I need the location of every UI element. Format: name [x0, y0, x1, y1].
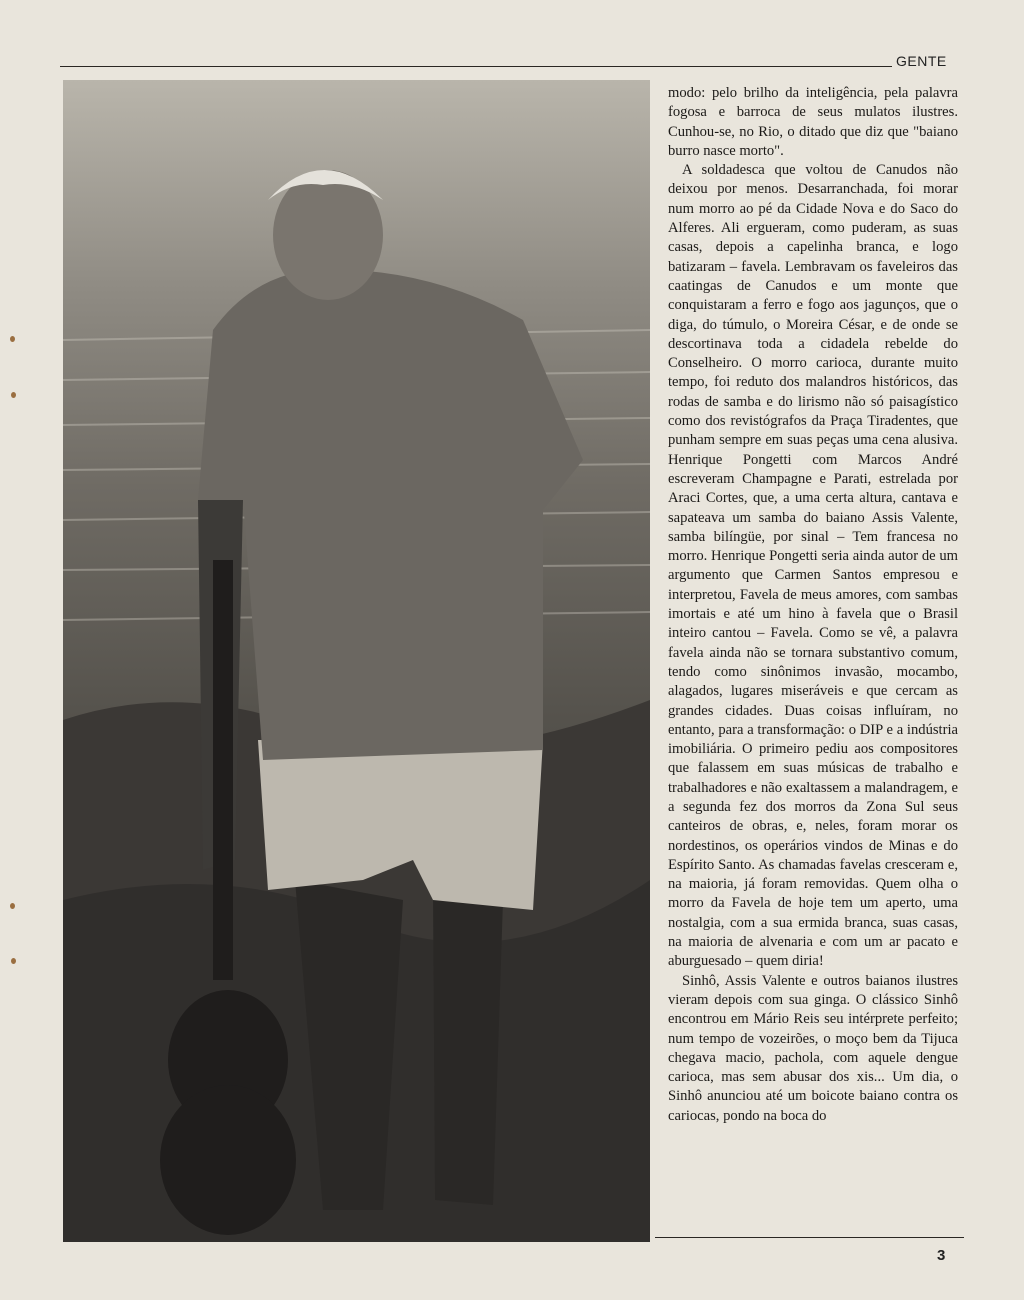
footer-rule — [655, 1237, 964, 1238]
binding-hole-mark — [10, 336, 15, 342]
header-rule — [60, 66, 892, 67]
article-paragraph: modo: pelo brilho da inteligência, pela palavra fogosa e barroca de seus mulatos ilustres. Cunhou-se, no Rio, o ditado que diz que "baiano burro nasce morto". — [668, 85, 958, 159]
article-paragraph: A soldadesca que voltou de Canudos não deixou por menos. Desarranchada, foi morar num morro ao pé da Cidade Nova e do Saco do Alferes. Ali ergueram, como puderam, as suas casas, depois a capelinha branca, e logo batizaram – favela. Lembravam os faveleiros das caatingas de Canudos e um monte que conquistaram a ferro e fogo aos jagunços, que o diga, do túmulo, o Moreira César, e de onde se descortinava toda a cidadela rebelde do Conselheiro. O morro carioca, durante muito tempo, foi reduto dos malandros históricos, das rodas de samba e do lirismo não só paisagístico como dos revistógrafos da Praça Tiradentes, que punham sempre em suas peças uma cena alusiva. Henrique Pongetti com Marcos André escreveram Champagne e Parati, estrelada por Araci Cortes, que, a uma certa altura, cantava e sapateava um samba do baiano Assis Valente, samba bilíngüe, por sinal – Tem francesa no morro. Henrique Pongetti seria ainda autor de um argumento que Carmen Santos empresou e interpretou, Favela de meus amores, com sambas imortais e até um hino à favela que o Brasil inteiro cantou – Favela. Como se vê, a palavra favela ainda não se tornara substantivo comum, tendo como sinônimos invasão, mocambo, alagados, lugares miseráveis e que cercam as grandes cidades. Duas coisas influíram, no entanto, para a transformação: o DIP e a indústria imobiliária. O primeiro pediu aos compositores que falassem em suas músicas de trabalho e trabalhadores e não exaltassem a malandragem, e a segunda fez dos morros da Zona Sul seus canteiros de obras, e, neles, foram morar os nordestinos, os operários vindos de Minas e do Espírito Santo. As chamadas favelas cresceram e, na maioria, já foram removidas. Quem olha o morro da Favela de hoje tem um aperto, uma nostalgia, com a sua ermida branca, suas casas, na maioria de alvenaria e com um ar pacato e aburguesado – quem diria! — [668, 162, 958, 970]
article-paragraph: Sinhô, Assis Valente e outros baianos ilustres vieram depois com sua ginga. O clássico Sinhô encontrou em Mário Reis seu intérprete perfeito; num tempo de vozeirões, o moço bem da Tijuca chegava macio, pachola, com aquele dengue carioca, mas sem abusar dos xis... Um dia, o Sinhô anunciou até um boicote baiano contra os cariocas, pondo na boca do — [668, 972, 958, 1124]
binding-hole-mark — [10, 903, 15, 909]
binding-hole-mark — [11, 958, 16, 964]
page-number: 3 — [937, 1247, 946, 1264]
article-photo — [63, 80, 650, 1242]
binding-hole-mark — [11, 392, 16, 398]
article-text — [668, 84, 958, 1126]
photo-man-with-guitar-by-water-icon — [63, 80, 650, 1242]
section-title: GENTE — [896, 53, 947, 69]
